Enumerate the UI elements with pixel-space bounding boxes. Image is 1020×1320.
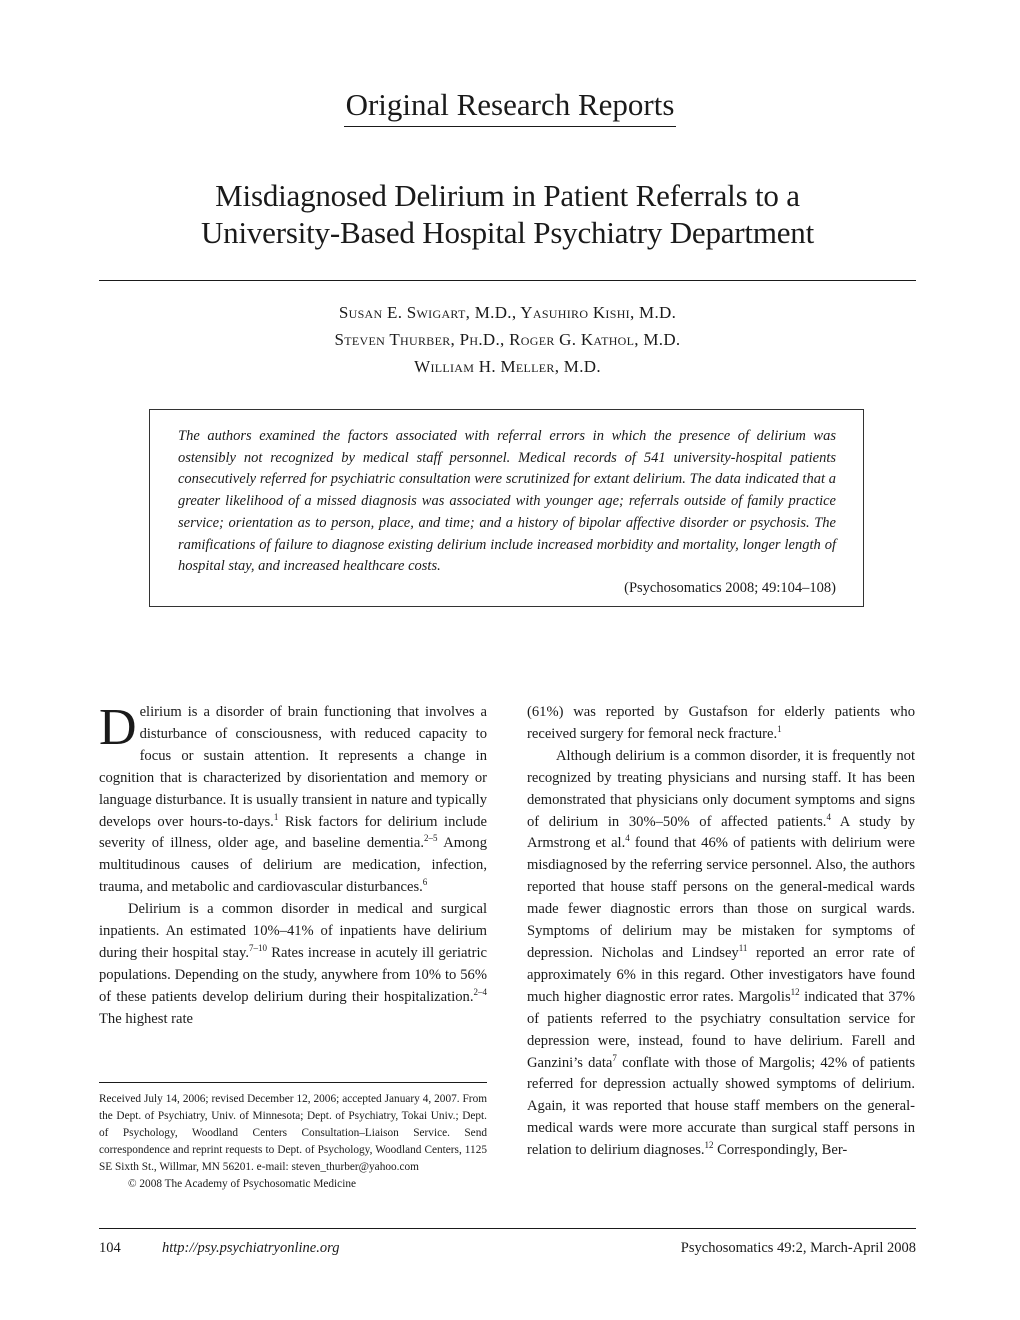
text-run: (61%) was reported by Gustafson for elderly patients who received surgery for femoral neck fracture. (527, 704, 915, 742)
text-run: Rates increase in acutely ill geriatric populations. Depending on the study, anywhere from 10% to 56% of these patients develop delirium during their hospitalization. (99, 944, 487, 1005)
text-run: found that 46% of patients with delirium were misdiagnosed by the referring service personnel. Also, the authors reported that house staff persons on the general-medical wards made fewer diagnostic errors than those on surgical wards. Symptoms of delirium may be mistaken for symptoms of depression. Nicholas and Lindsey (527, 835, 915, 961)
paragraph (99, 699, 487, 899)
text-run: conflate with those of Margolis; 42% of patients referred for depression actually showed symptoms of delirium. Again, it was reported that house staff members on the general-medical wards were more accurate than surgical staff persons in relation to delirium diagnoses. (527, 1054, 916, 1159)
text-run: Although delirium is a common disorder, it is frequently not recognized by treating physicians and nursing staff. It has been demonstrated that physicians only document symptoms and signs of delirium in 30%–50% of affected patients. (527, 747, 915, 830)
text-run: indicated that 37% of patients referred to the psychiatry consultation service for depression were, instead, found to have delirium. Farell and Ganzini’s data (527, 988, 915, 1071)
text-run: Among multitudinous causes of delirium are medication, infection, trauma, and metabolic and cardiovascular disturbances. (99, 835, 487, 896)
body-column-right (527, 702, 915, 1162)
reference-marker: 4 (625, 833, 630, 844)
journal-citation: Psychosomatics 49:2, March-April 2008 (680, 1240, 916, 1256)
author-line: Steven Thurber, Ph.D., Roger G. Kathol, M.D. (334, 330, 681, 349)
title-line-2: University-Based Hospital Psychiatry Department (200, 215, 815, 250)
reference-marker: 12 (704, 1140, 714, 1151)
footnote-copyright: © 2008 The Academy of Psychosomatic Medicine (128, 1177, 356, 1190)
reference-marker: 2–5 (423, 833, 438, 844)
footnote-divider (99, 1082, 487, 1083)
article-footnote (99, 1091, 487, 1192)
text-run: Delirium is a common disorder in medical and surgical inpatients. An estimated 10%–41% of inpatients have delirium during their hospital stay. (99, 901, 487, 961)
text-run: The highest rate (99, 1010, 194, 1027)
author-line: William H. Meller, M.D. (414, 357, 601, 376)
text-run: Correspondingly, Ber- (713, 1142, 848, 1159)
reference-marker: 7–10 (249, 942, 268, 953)
title-divider (99, 280, 916, 281)
paragraph (527, 746, 915, 1162)
reference-marker: 11 (738, 942, 748, 953)
abstract-box (149, 409, 864, 607)
page-number: 104 (99, 1240, 121, 1256)
section-heading (0, 86, 1020, 127)
reference-marker: 1 (273, 811, 279, 822)
footer-divider (99, 1228, 916, 1229)
drop-cap: D (99, 699, 137, 756)
reference-marker: 4 (826, 811, 831, 822)
text-run: reported an error rate of approximately 6% in this regard. Other investigators have found much higher diagnostic error rates. Margolis (527, 944, 915, 1005)
text-run: A study by Armstrong et al. (527, 813, 915, 852)
paragraph (527, 702, 915, 746)
reference-marker: 2–4 (473, 986, 487, 997)
abstract-citation: (Psychosomatics 2008; 49:104–108) (624, 580, 836, 596)
author-line: Susan E. Swigart, M.D., Yasuhiro Kishi, M.D. (338, 303, 677, 322)
reference-marker: 12 (790, 986, 800, 997)
paragraph (99, 899, 487, 1030)
author-list (100, 299, 915, 380)
title-line-1: Misdiagnosed Delirium in Patient Referrals to a (215, 178, 800, 213)
body-column-left (99, 699, 487, 1031)
abstract-text: The authors examined the factors associated with referral errors in which the presence of delirium was ostensibly not recognized by medical staff personnel. Medical records of 541 university-hospital patients consecutively referred for psychiatric consultation were scrutinized for extant delirium. The data indicated that a greater likelihood of a missed diagnosis was associated with younger age; referrals outside of family practice service; orientation as to person, place, and time; and a history of bipolar affective disorder or psychosis. The ramifications of failure to diagnose existing delirium include increased morbidity and mortality, longer length of hospital stay, and increased healthcare costs. (178, 428, 836, 575)
text-run: Risk factors for delirium include severity of illness, older age, and baseline dementia. (99, 813, 487, 852)
reference-marker: 7 (612, 1052, 617, 1063)
reference-marker: 6 (422, 877, 428, 888)
section-heading-text: Original Research Reports (344, 86, 677, 127)
article-title (100, 177, 915, 251)
text-run: elirium is a disorder of brain functioning that involves a disturbance of consciousness, with reduced capacity to focus or sustain attention. It represents a change in cognition that is characterized by disorientation and memory or language disturbance. It is usually transient in nature and typically develops over hours-to-days. (99, 704, 487, 830)
footnote-received: Received July 14, 2006; revised December 12, 2006; accepted January 4, 2007. From the Dept. of Psychiatry, Univ. of Minnesota; Dept. of Psychiatry, Tokai Univ.; Dept. of Psychology, Woodland Centers Consultation–Liaison Service. Send correspondence and reprint requests to Dept. of Psychology, Woodland Centers, 1125 SE Sixth St., Willmar, MN 56201. e-mail: steven_thurber@yahoo.com (99, 1093, 487, 1173)
journal-url[interactable]: http://psy.psychiatryonline.org (162, 1240, 340, 1256)
reference-marker: 1 (777, 723, 782, 734)
